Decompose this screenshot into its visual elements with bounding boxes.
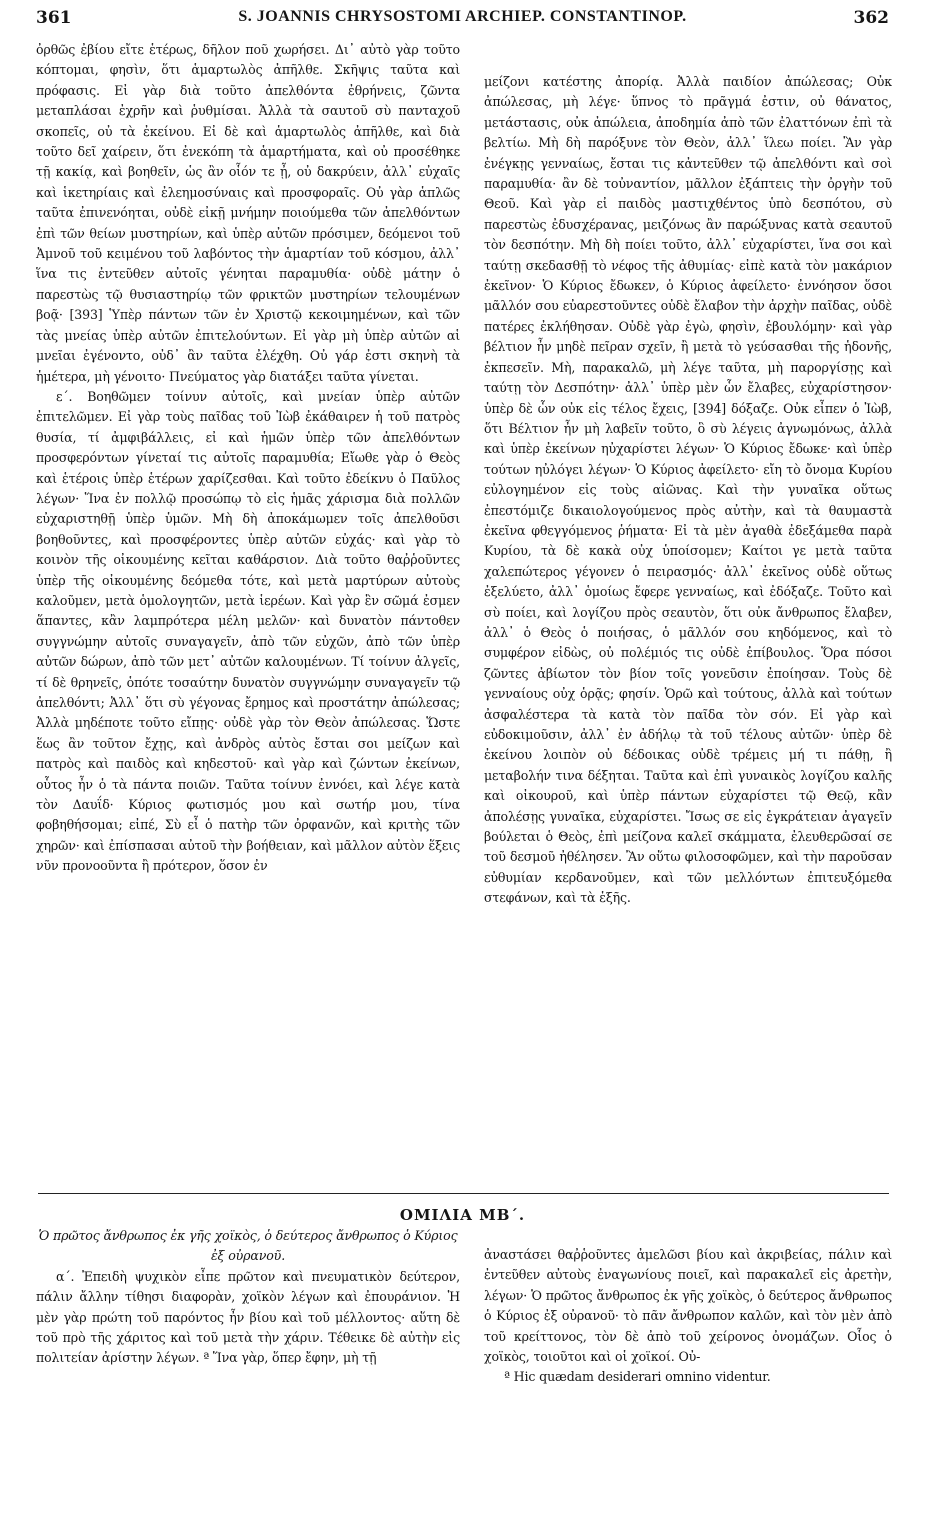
lower-right-column <box>484 1245 892 1388</box>
footnote: ª Hic quædam desiderari omnino videntur. <box>504 1369 771 1385</box>
paragraph: α΄. Ἐπειδὴ ψυχικὸν εἶπε πρῶτον καὶ πνευματικὸν δεύτερον, πάλιν ἄλλην τίθησι διαφορὰν, χοϊκὸν λέγων καὶ ἐπουράνιον. Ἡ μὲν γὰρ πρώτη τοῦ παρόντος ἦν βίου καὶ τοῦ μέλλοντος· αὕτη δὲ τοῦ πρὸ τῆς χάριτος καὶ τοῦ μετὰ τὴν χάριν. Τέθεικε δὲ αὐτὴν εἰς πολιτείαν ἀρίστην λέγων. ª Ἵνα γὰρ, ὅπερ ἔφην, μὴ τῇ <box>36 1268 460 1366</box>
homily-heading: ΟΜΙΛΙΑ ΜΒ΄. <box>399 1206 526 1224</box>
paragraph: ε΄. Βοηθῶμεν τοίνυν αὐτοῖς, καὶ μνείαν ὑπὲρ αὐτῶν ἐπιτελῶμεν. Εἰ γὰρ τοὺς παῖδας τοῦ Ἰὼβ ἐκάθαιρεν ἡ τοῦ πατρὸς θυσία, τί ἀμφιβάλλεις, εἰ καὶ ἡμῶν ὑπὲρ τῶν ἀπελθόντων προσφερόντων γίνεταί τις αὐτοῖς παραμυθία; Εἴωθε γὰρ ὁ Θεὸς καὶ ἑτέροις ὑπὲρ ἑτέρων χαρίζεσθαι. Καὶ τοῦτο ἐδείκνυ ὁ Παῦλος λέγων· Ἵνα ἐν πολλῷ προσώπῳ τὸ εἰς ἡμᾶς χάρισμα διὰ πολλῶν εὐχαριστηθῇ ὑπὲρ ὑμῶν. Μὴ δὴ ἀποκάμωμεν τοῖς ἀπελθοῦσι βοηθοῦντες, καὶ προσφέροντες ὑπὲρ αὐτῶν εὐχάς· καὶ γὰρ τὸ κοινὸν τῆς οἰκουμένης κεῖται καθάρσιον. Διὰ τοῦτο θαῤῥοῦντες ὑπὲρ τῆς οἰκουμένης δεόμεθα τότε, καὶ μετὰ μαρτύρων αὐτοὺς καλοῦμεν, μετὰ ὁμολογητῶν, μετὰ ἱερέων. Καὶ γὰρ ἓν σῶμά ἐσμεν ἅπαντες, κἂν λαμπρότερα μέλη μελῶν· καὶ δυνατὸν πάντοθεν συγγνώμην αὐτοῖς συναγαγεῖν, ἀπὸ τῶν εὐχῶν, ἀπὸ τῶν ὑπὲρ αὐτῶν δώρων, ἀπὸ τῶν μετ᾽ αὐτῶν καλουμένων. Τί τοίνυν ἀλγεῖς, τί δὲ θρηνεῖς, ὁπότε τοσαύτην δυνατὸν συγγνώμην συναγαγεῖν τῷ ἀπελθόντι; Ἀλλ᾽ ὅτι σὺ γέγονας ἔρημος καὶ προστάτην ἀπώλεσας; Ἀλλὰ μηδέποτε τοῦτο εἴπῃς· οὐδὲ γὰρ τὸν Θεὸν ἀπώλεσας. Ὥστε ἕως ἂν τοῦτον ἔχῃς, καὶ ἀνδρὸς αὐτὸς ἔσται σοι μείζων καὶ πατρὸς καὶ παιδὸς καὶ κηδεστοῦ· καὶ γὰρ καὶ ζώντων ἐκείνων, οὗτος ἦν ὁ τὰ πάντα ποιῶν. Ταῦτα τοίνυν ἐννόει, καὶ λέγε κατὰ τὸν Δαυΐδ· Κύριος φωτισμός μου καὶ σωτήρ μου, τίνα φοβηθήσομαι; εἰπέ, Σὺ εἶ ὁ πατὴρ τῶν ὀρφανῶν, καὶ κριτὴς τῶν χηρῶν· καὶ ἐπίσπασαι αὐτοῦ τὴν βοήθειαν, καὶ μᾶλλον αὐτὸν ἕξεις νῦν προνοοῦντα ἢ πρότερον, ὅσον ἐν <box>36 388 460 874</box>
paragraph: μείζονι κατέστης ἀπορίᾳ. Ἀλλὰ παιδίον ἀπώλεσας; Οὐκ ἀπώλεσας, μὴ λέγε· ὕπνος τὸ πρᾶγμά ἐστιν, οὐ θάνατος, μετάστασις, οὐκ ἀπώλεια, ἀποδημία ἀπὸ τῶν ἐλαττόνων ἐπὶ τὰ βελτίω. Μὴ δὴ παρόξυνε τὸν Θεὸν, ἀλλ᾽ ἵλεω ποίει. Ἂν γὰρ ἐνέγκῃς γενναίως, ἔσται τις κἀντεῦθεν τῷ ἀπελθόντι καὶ σοὶ παραμυθία· ἂν δὲ τοὐναντίον, μᾶλλον ἐξάπτεις τὴν ὀργὴν τοῦ Θεοῦ. Καὶ γὰρ εἰ παιδὸς μαστιχθέντος ὑπὸ δεσπότου, σὺ παρεστὼς ἐδυσχέρανας, μειζόνως ἂν παρώξυνας κατὰ σεαυτοῦ τὸν δεσπότην. Μὴ δὴ ποίει τοῦτο, ἀλλ᾽ εὐχαρίστει, ἵνα σοι καὶ ταύτῃ σκεδασθῇ τὸ νέφος τῆς ἀθυμίας· εἰπὲ κατὰ τὸν μακάριον ἐκεῖνον· Ὁ Κύριος ἔδωκεν, ὁ Κύριος ἀφείλετο· ἐννόησον ὅσοι μᾶλλόν σου εὐαρεστοῦντες οὐδὲ ἔλαβον τὴν ἀρχὴν παῖδας, οὐδὲ πατέρες ἐκλήθησαν. Οὐδὲ γὰρ ἐγὼ, φησὶν, ἐβουλόμην· καὶ γὰρ βέλτιον ἦν μηδὲ πεῖραν σχεῖν, ἢ μετὰ τὸ γεύσασθαι τῆς ἡδονῆς, ἐκπεσεῖν. Μὴ, παρακαλῶ, μὴ λέγε ταῦτα, μὴ παροργίσῃς καὶ ταύτῃ τὸν Δεσπότην· ἀλλ᾽ ὑπὲρ μὲν ὧν ἔλαβες, εὐχαρίστησον· ὑπὲρ δὲ ὧν οὐκ εἰς τέλος ἔχεις, [394] δόξαζε. Οὐκ εἶπεν ὁ Ἰὼβ, ὅτι Βέλτιον ἦν μὴ λαβεῖν τοῦτο, ὃ σὺ λέγεις ἀγνωμόνως, ἀλλὰ καὶ ὑπὲρ ἐκείνων ηὐχαρίστει λέγων· Ὁ Κύριος ἔδωκε· καὶ ὑπὲρ τούτων ηὐλόγει λέγων· Ὁ Κύριος ἀφείλετο· εἴη τὸ ὄνομα Κυρίου εὐλογημένον εἰς τοὺς αἰῶνας. Καὶ τὴν γυναῖκα οὕτως ἐπεστόμιζε δικαιολογούμενος πρὸς αὐτὴν, καὶ τὰ θαυμαστὰ ἐκεῖνα φθεγγόμενος ῥήματα· Εἰ τὰ μὲν ἀγαθὰ ἐδεξάμεθα παρὰ Κυρίου, τὰ δὲ κακὰ οὐχ ὑποίσομεν; Καίτοι γε μετὰ ταῦτα χαλεπώτερος γέγονεν ὁ πειρασμός· ἀλλ᾽ ἐκεῖνος οὐδὲ οὕτως ἐξελύετο, ἀλλ᾽ ὁμοίως ἔφερε γενναίως, καὶ ἐδόξαζε. Τοῦτο καὶ σὺ ποίει, καὶ λογίζου πρὸς σεαυτὸν, ὅτι οὐκ ἄνθρωπος ἔλαβεν, ἀλλ᾽ ὁ Θεὸς ὁ ποιήσας, ὁ μᾶλλόν σου κηδόμενος, καὶ τὸ συμφέρον εἰδὼς, οὐ πολέμιός τις οὐδὲ ἐπίβουλος. Ὅρα πόσοι ζῶντες ἀβίωτον τὸν βίον τοῖς γονεῦσιν ἐποίησαν. Τοὺς δὲ γενναίους οὐχ ὁρᾷς; φησίν. Ὁρῶ καὶ τούτους, ἀλλὰ καὶ τούτων ἀσφαλέστερα τὰ κατὰ τὸν παῖδα τὸν σόν. Εἰ γὰρ καὶ εὐδοκιμοῦσιν, ἀλλ᾽ ἐν ἀδήλῳ τὰ τοῦ τέλους αὐτῶν· ὑπὲρ δὲ ἐκείνου λοιπὸν οὐ δέδοικας οὐδὲ τρέμεις μή τι πάθῃ, ἢ μεταβολήν τινα δέξηται. Ταῦτα καὶ ἐπὶ γυναικὸς λογίζου καλῆς καὶ οἰκουροῦ, καὶ ὑπὲρ πάντων εὐχαρίστει τῷ Θεῷ, κἂν ἀπολέσῃς γυναῖκα, εὐχαρίστει. Ἴσως σε εἰς ἐγκράτειαν ἀγαγεῖν βούλεται ὁ Θεὸς, ἐπὶ μείζονα καλεῖ σκάμματα, ἐλευθερῶσαί σε τοῦ δεσμοῦ ἠθέλησεν. Ἂν οὕτω φιλοσοφῶμεν, καὶ τὴν παροῦσαν εὐθυμίαν κερδανοῦμεν, καὶ τῶν μελλόντων ἐπιτευξόμεθα στεφάνων, καὶ τὰ ἑξῆς. <box>484 74 892 906</box>
lower-left-column <box>36 1226 460 1369</box>
paragraph: ὀρθῶς ἐβίου εἴτε ἑτέρως, δῆλον ποῦ χωρήσει. Δι᾽ αὐτὸ γὰρ τοῦτο κόπτομαι, φησὶν, ὅτι ἁμαρτωλὸς ἀπῆλθε. Σκῆψις ταῦτα καὶ πρόφασις. Εἰ γὰρ διὰ τοῦτο ἀπελθόντα ἐθρήνεις, ζῶντα μεταπλάσαι ἐχρῆν καὶ ῥυθμίσαι. Ἀλλὰ τὰ σαυτοῦ σὺ πανταχοῦ σκοπεῖς, οὐ τὰ ἐκείνου. Εἰ δὲ καὶ ἁμαρτωλὸς ἀπῆλθε, καὶ διὰ τοῦτο δεῖ χαίρειν, ὅτι ἐνεκόπη τὰ ἁμαρτήματα, καὶ οὐ προσέθηκε τῇ κακίᾳ, καὶ βοηθεῖν, ὡς ἂν οἷόν τε ᾖ, οὐ δακρύειν, ἀλλ᾽ εὐχαῖς καὶ ἱκετηρίαις καὶ ἐλεημοσύναις καὶ προσφοραῖς. Οὐ γὰρ ἁπλῶς ταῦτα ἐπινενόηται, οὐδὲ εἰκῇ μνήμην ποιούμεθα τῶν ἀπελθόντων ἐπὶ τῶν θείων μυστηρίων, καὶ ὑπὲρ αὐτῶν πρόσιμεν, δεόμενοι τοῦ Ἀμνοῦ τοῦ κειμένου τοῦ λαβόντος τὴν ἁμαρτίαν τοῦ κόσμου, ἀλλ᾽ ἵνα τις ἐντεῦθεν αὐτοῖς γένηται παραμυθία· οὐδὲ μάτην ὁ παρεστὼς τῷ θυσιαστηρίῳ τῶν φρικτῶν μυστηρίων τελουμένων βοᾷ· [393] Ὑπὲρ πάντων τῶν ἐν Χριστῷ κεκοιμημένων, καὶ τῶν τὰς μνείας ὑπὲρ αὐτῶν ἐπιτελούντων. Εἰ γὰρ μὴ ὑπὲρ αὐτῶν αἱ μνεῖαι ἐγένοντο, οὐδ᾽ ἂν ταῦτα ἐλέχθη. Οὐ γάρ ἐστι σκηνὴ τὰ ἡμέτερα, μὴ γένοιτο· Πνεύματος γὰρ διατάξει ταῦτα γίνεται. <box>36 42 460 384</box>
paragraph: ἀναστάσει θαῤῥοῦντες ἀμελῶσι βίου καὶ ἀκριβείας, πάλιν καὶ ἐντεῦθεν αὐτοὺς ἐναγωνίους ποιεῖ, καὶ παρακαλεῖ εἰς ἀρετὴν, λέγων· Ὁ πρῶτος ἄνθρωπος ἐκ γῆς χοϊκὸς, ὁ δεύτερος ἄνθρωπος ὁ Κύριος ἐξ οὐρανοῦ· τὸ πᾶν ἄνθρωπον καλῶν, καὶ τὸν μὲν ἀπὸ τοῦ κρείττονος, τὸν δὲ ἀπὸ τοῦ χείρονος ὀνομάζων. Οἷος ὁ χοϊκὸς, τοιοῦτοι καὶ οἱ χοϊκοί. Οὐ- <box>484 1247 892 1365</box>
page-number-left: 361 <box>36 8 72 28</box>
upper-right-column <box>484 72 892 909</box>
homily-subtitle: Ὁ πρῶτος ἄνθρωπος ἐκ γῆς χοϊκὸς, ὁ δεύτερος ἄνθρωπος ὁ Κύριος ἐξ οὐρανοῦ. <box>38 1228 458 1264</box>
running-title: S. JOANNIS CHRYSOSTOMI ARCHIEP. CONSTANTINOP. <box>238 8 687 25</box>
section-divider <box>38 1193 889 1194</box>
running-header <box>36 8 889 34</box>
page-number-right: 362 <box>853 8 889 28</box>
upper-left-column <box>36 40 460 877</box>
